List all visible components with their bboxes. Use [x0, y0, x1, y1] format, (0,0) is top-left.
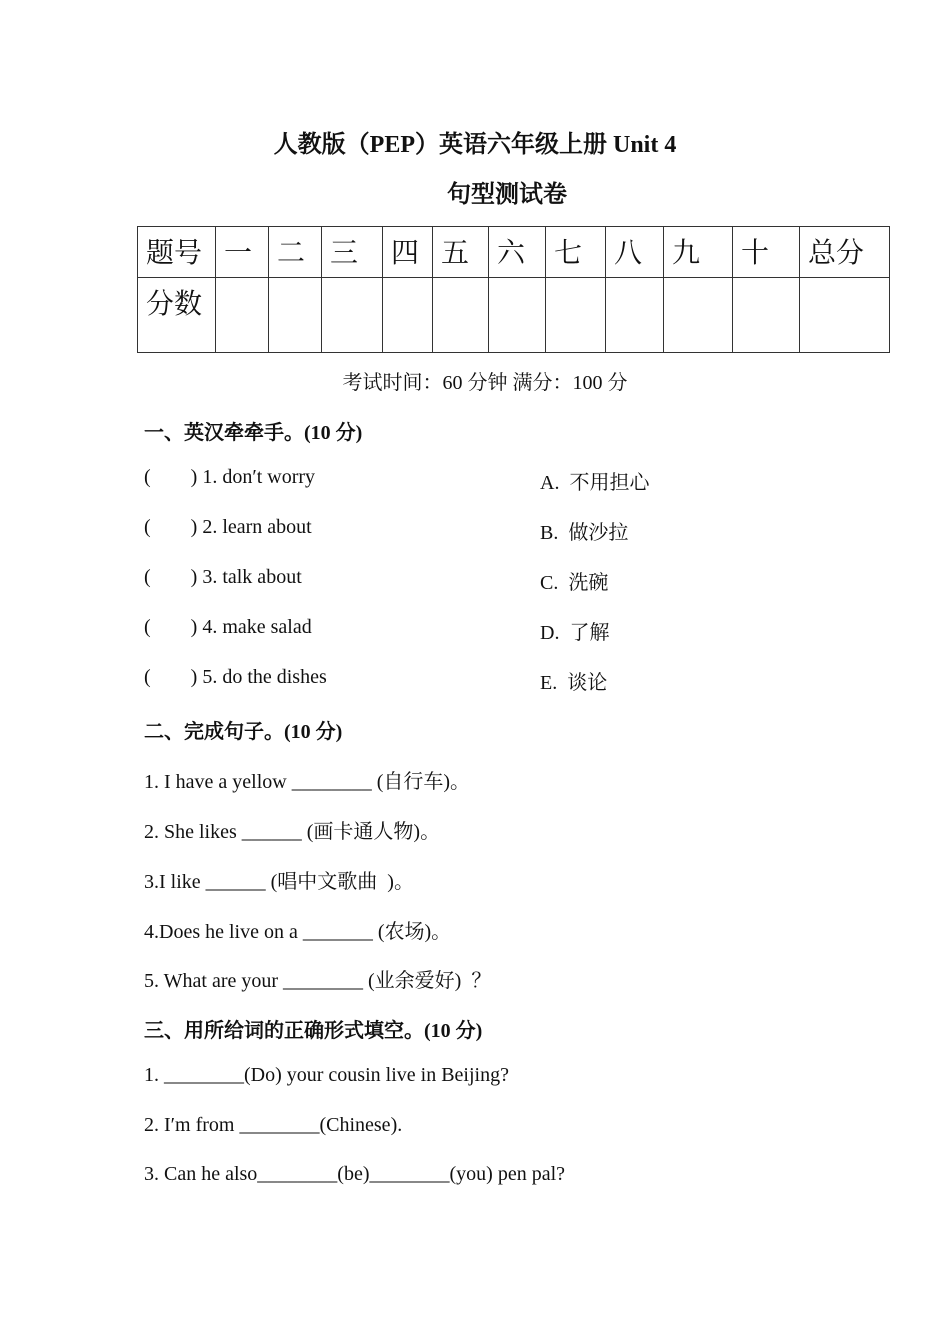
- header-cell: 一: [216, 227, 269, 278]
- exam-subtitle: 句型测试卷: [447, 182, 567, 208]
- matching-item: ( ) 4. make salad: [144, 616, 312, 638]
- score-table-header-row: [138, 227, 890, 278]
- header-cell: 三: [322, 227, 383, 278]
- score-cell: [322, 278, 383, 353]
- section2-heading: 二、完成句子。(10 分): [144, 721, 343, 743]
- section3-heading: 三、用所给词的正确形式填空。(10 分): [144, 1020, 483, 1042]
- score-cell: [216, 278, 269, 353]
- matching-option: D. 了解: [540, 622, 610, 644]
- header-cell: 七: [546, 227, 606, 278]
- fill-in-item: 2. I′m from ________(Chinese).: [144, 1114, 403, 1136]
- sentence-item: 4.Does he live on a _______ (农场)。: [144, 921, 452, 943]
- score-cell: [664, 278, 733, 353]
- score-table-score-row: [138, 278, 890, 353]
- matching-item: ( ) 1. don′t worry: [144, 466, 316, 488]
- score-cell: [800, 278, 890, 353]
- exam-title: 人教版（PEP）英语六年级上册 Unit 4: [273, 132, 677, 158]
- score-cell: [383, 278, 433, 353]
- fill-in-item: 3. Can he also________(be)________(you) pen pal?: [144, 1163, 566, 1185]
- score-table: [137, 226, 890, 353]
- header-cell: 六: [489, 227, 546, 278]
- header-cell: 八: [606, 227, 664, 278]
- score-cell: [489, 278, 546, 353]
- header-cell: 九: [664, 227, 733, 278]
- header-cell: 十: [733, 227, 800, 278]
- header-cell: 二: [269, 227, 322, 278]
- matching-item: ( ) 2. learn about: [144, 516, 312, 538]
- fill-in-item: 1. ________(Do) your cousin live in Beijing?: [144, 1064, 509, 1086]
- matching-item: ( ) 3. talk about: [144, 566, 302, 588]
- sentence-item: 2. She likes ______ (画卡通人物)。: [144, 821, 441, 843]
- score-cell: [546, 278, 606, 353]
- matching-option: C. 洗碗: [540, 572, 609, 594]
- section1-heading: 一、英汉牵牵手。(10 分): [144, 422, 363, 444]
- score-cell: [433, 278, 489, 353]
- score-cell: [606, 278, 664, 353]
- score-row-label: 分数: [138, 278, 216, 353]
- header-cell: 题号: [138, 227, 216, 278]
- header-cell: 五: [433, 227, 489, 278]
- matching-option: A. 不用担心: [540, 472, 650, 494]
- score-cell: [269, 278, 322, 353]
- header-cell: 总分: [800, 227, 890, 278]
- sentence-item: 3.I like ______ (唱中文歌曲 )。: [144, 871, 414, 893]
- sentence-item: 1. I have a yellow ________ (自行车)。: [144, 771, 471, 793]
- matching-option: B. 做沙拉: [540, 522, 629, 544]
- sentence-item: 5. What are your ________ (业余爱好) ？: [144, 970, 492, 992]
- matching-item: ( ) 5. do the dishes: [144, 666, 327, 688]
- matching-option: E. 谈论: [540, 672, 608, 694]
- header-cell: 四: [383, 227, 433, 278]
- score-cell: [733, 278, 800, 353]
- exam-info: 考试时间：60 分钟 满分：100 分: [342, 372, 628, 394]
